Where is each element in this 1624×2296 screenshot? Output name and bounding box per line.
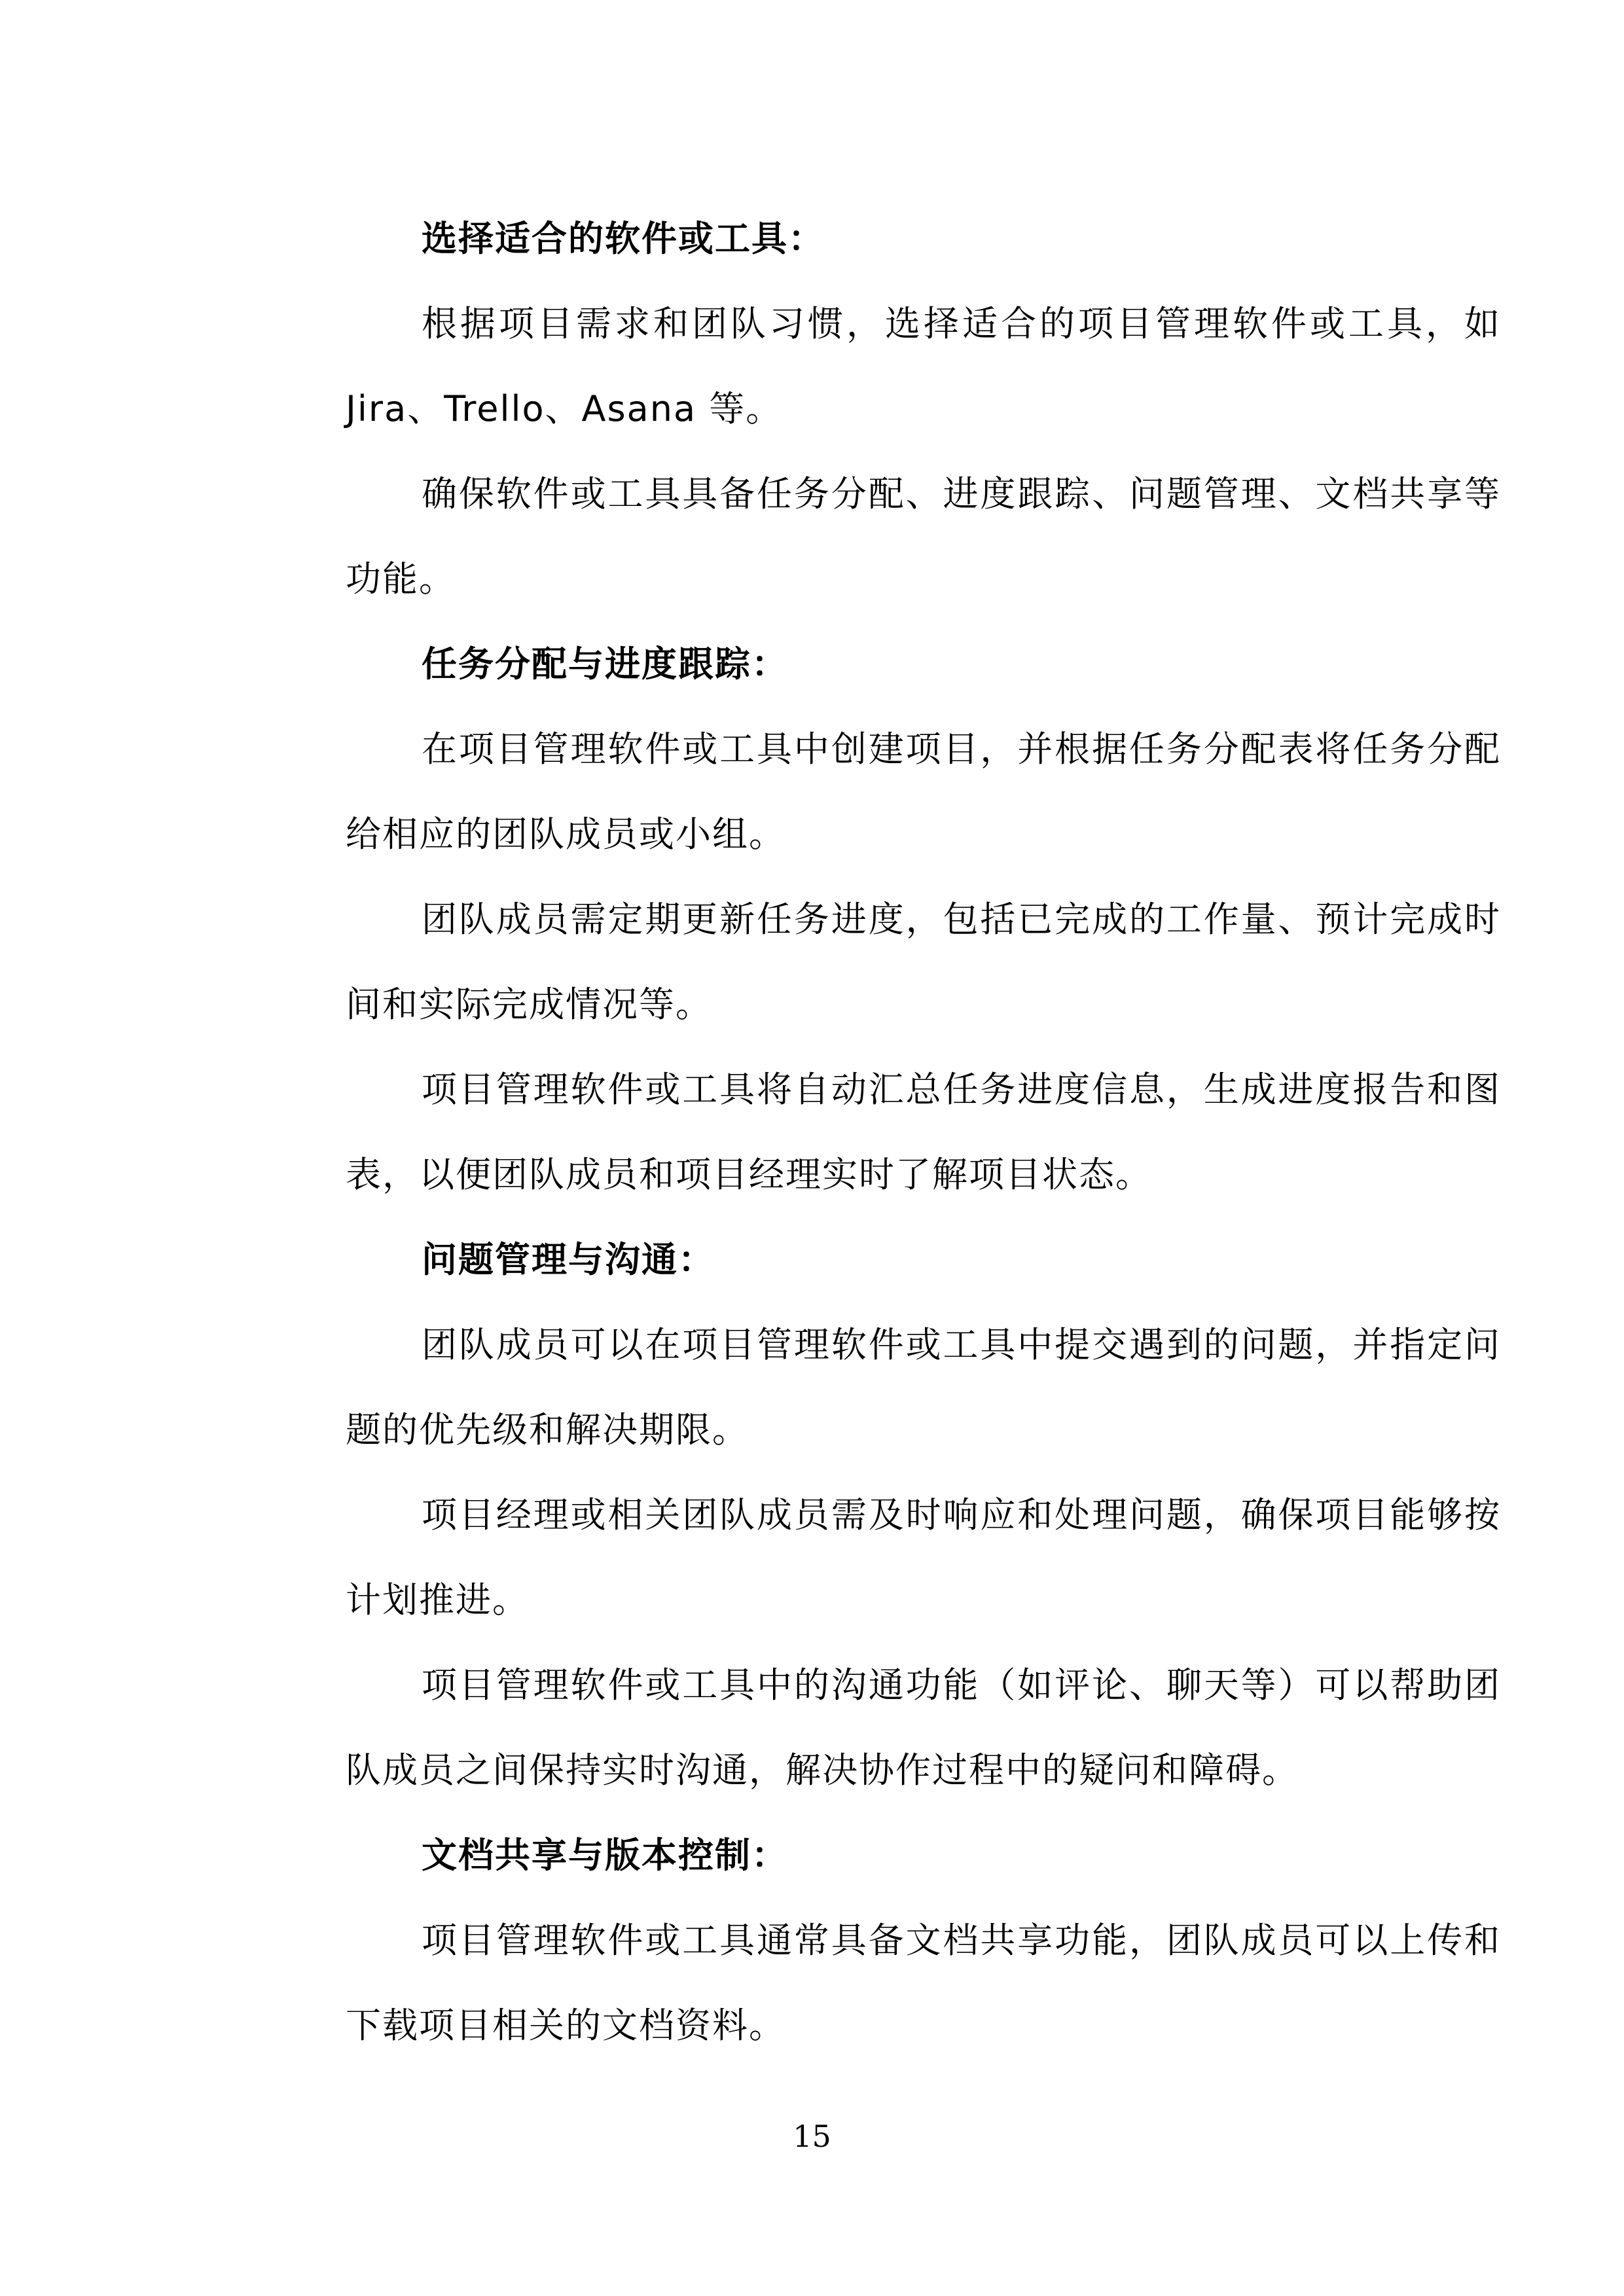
paragraph: 项目经理或相关团队成员需及时响应和处理问题，确保项目能够按计划推进。 (346, 1494, 1501, 1621)
paragraph: 项目管理软件或工具将自动汇总任务进度信息，生成进度报告和图表，以便团队成员和项目经理实时了解项目状态。 (346, 1069, 1501, 1195)
section-heading-issue-management: 问题管理与沟通： (422, 1239, 715, 1280)
paragraph: 团队成员可以在项目管理软件或工具中提交遇到的问题，并指定问题的优先级和解决期限。 (346, 1324, 1501, 1450)
paragraph: 项目管理软件或工具中的沟通功能（如评论、聊天等）可以帮助团队成员之间保持实时沟通，解决协作过程中的疑问和障碍。 (346, 1664, 1501, 1791)
section-heading-task-tracking: 任务分配与进度跟踪： (422, 643, 788, 685)
paragraph: 在项目管理软件或工具中创建项目，并根据任务分配表将任务分配给相应的团队成员或小组。 (346, 728, 1501, 855)
paragraph: 项目管理软件或工具通常具备文档共享功能，团队成员可以上传和下载项目相关的文档资料。 (346, 1920, 1501, 2046)
page-number: 15 (793, 2119, 831, 2154)
paragraph: 根据项目需求和团队习惯，选择适合的项目管理软件或工具，如Jira、Trello、Asana 等。 (346, 303, 1501, 429)
section-heading-document-sharing: 文档共享与版本控制： (422, 1835, 788, 1876)
section-heading-software: 选择适合的软件或工具： (422, 218, 825, 259)
paragraph: 确保软件或工具具备任务分配、进度跟踪、问题管理、文档共享等功能。 (346, 473, 1501, 600)
page-body (346, 196, 1501, 2068)
paragraph: 团队成员需定期更新任务进度，包括已完成的工作量、预计完成时间和实际完成情况等。 (346, 899, 1501, 1025)
